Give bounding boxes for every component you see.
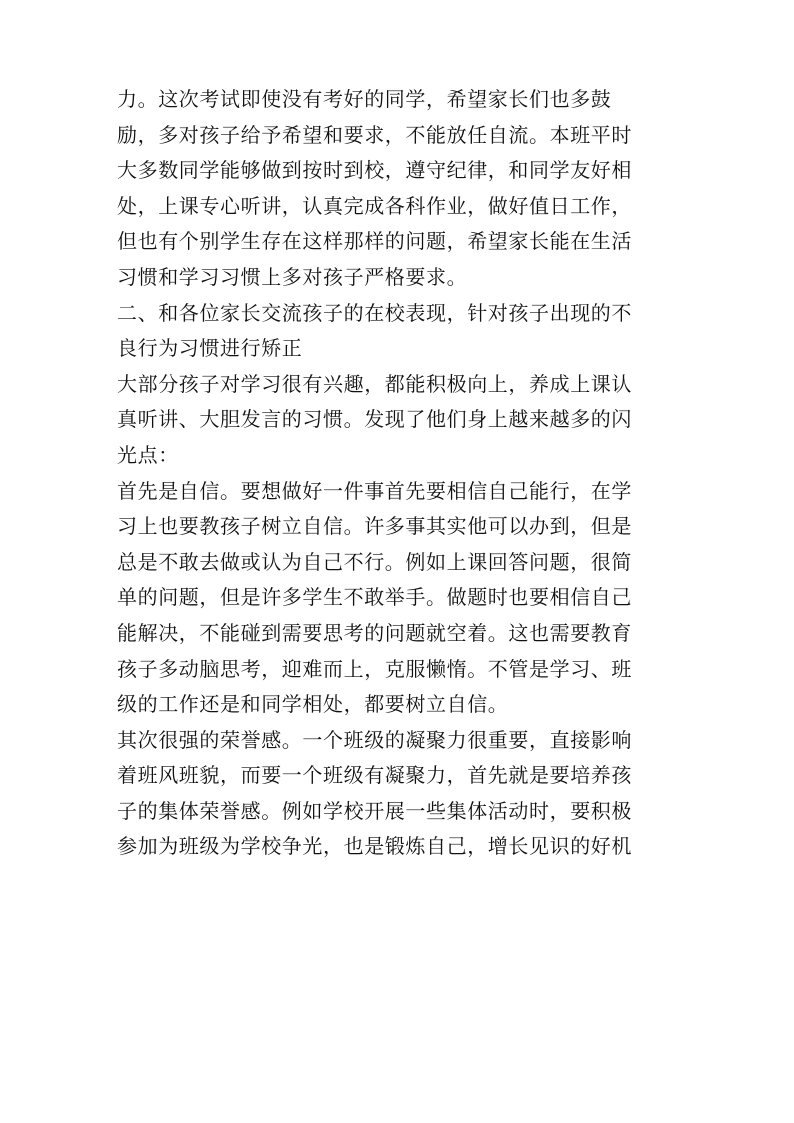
text-line: 励，多对孩子给予希望和要求，不能放任自流。本班平时 xyxy=(117,122,632,147)
text-line: 光点： xyxy=(117,442,179,467)
text-line: 大部分孩子对学习很有兴趣，都能积极向上，养成上课认 xyxy=(117,371,632,396)
text-line: 大多数同学能够做到按时到校，遵守纪律，和同学友好相 xyxy=(117,158,632,183)
text-line: 习上也要教孩子树立自信。许多事其实他可以办到，但是 xyxy=(117,514,632,539)
text-line: 单的问题，但是许多学生不敢举手。做题时也要相信自己 xyxy=(117,585,632,610)
text-line: 孩子多动脑思考，迎难而上，克服懒惰。不管是学习、班 xyxy=(117,656,632,681)
section-heading: 二、和各位家长交流孩子的在校表现，针对孩子出现的不 xyxy=(117,300,632,325)
text-line: 级的工作还是和同学相处，都要树立自信。 xyxy=(117,692,509,717)
text-line: 子的集体荣誉感。例如学校开展一些集体活动时，要积极 xyxy=(117,798,632,823)
text-line: 着班风班貌，而要一个班级有凝聚力，首先就是要培养孩 xyxy=(117,763,632,788)
text-line: 力。这次考试即使没有考好的同学，希望家长们也多鼓 xyxy=(117,87,612,111)
text-line: 真听讲、大胆发言的习惯。发现了他们身上越来越多的闪 xyxy=(117,407,632,432)
text-line: 其次很强的荣誉感。一个班级的凝聚力很重要，直接影响 xyxy=(117,727,632,752)
text-line: 参加为班级为学校争光，也是锻炼自己，增长见识的好机 xyxy=(117,834,632,859)
text-line: 能解决，不能碰到需要思考的问题就空着。这也需要教育 xyxy=(117,620,632,645)
text-line: 首先是自信。要想做好一件事首先要相信自己能行，在学 xyxy=(117,478,632,503)
text-line: 习惯和学习习惯上多对孩子严格要求。 xyxy=(117,264,468,289)
document-body xyxy=(117,82,679,865)
section-heading: 良行为习惯进行矫正 xyxy=(117,336,303,361)
text-line: 处，上课专心听讲，认真完成各科作业，做好值日工作， xyxy=(117,193,632,218)
text-line: 但也有个别学生存在这样那样的问题，希望家长能在生活 xyxy=(117,229,632,254)
text-line: 总是不敢去做或认为自己不行。例如上课回答问题，很简 xyxy=(117,549,632,574)
